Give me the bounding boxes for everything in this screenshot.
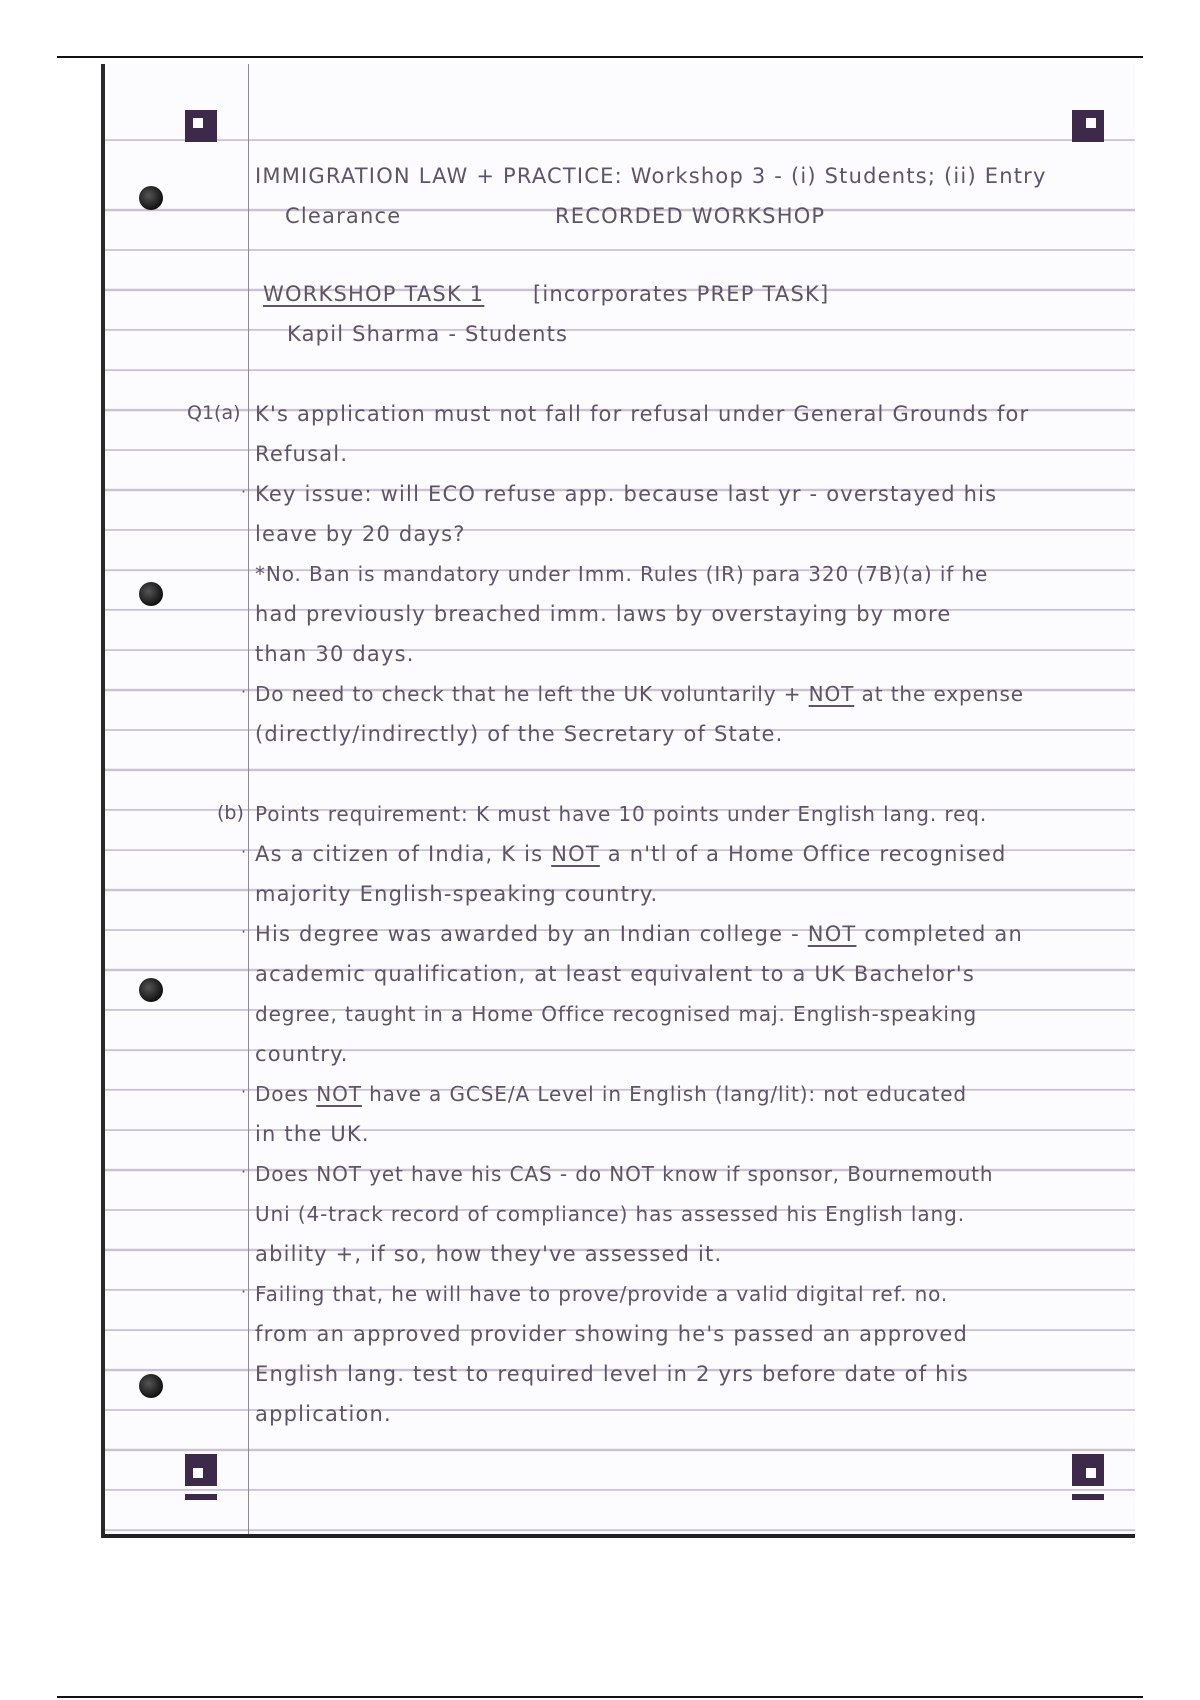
bullet: · <box>241 1282 247 1301</box>
emphasis-not: NOT <box>807 922 857 946</box>
notebook-page <box>101 64 1135 1538</box>
q1b-line-2-tail: a n'tl of a Home Office recognised <box>599 842 1007 866</box>
task-heading: WORKSHOP TASK 1 <box>263 282 485 306</box>
header-recorded-workshop: RECORDED WORKSHOP <box>555 204 826 228</box>
q1b-line-12: ability +, if so, how they've assessed it. <box>255 1242 723 1266</box>
emphasis-not: NOT <box>551 842 600 866</box>
q1a-line-2: Refusal. <box>255 442 349 466</box>
emphasis-not: NOT <box>316 1082 362 1106</box>
corner-marker-top-left-icon <box>185 110 217 142</box>
punch-hole-2 <box>139 582 163 606</box>
q1a-line-1: K's application must not fall for refusal under General Grounds for <box>255 402 1030 426</box>
top-rule <box>57 56 1143 58</box>
q1b-line-4-text: His degree was awarded by an Indian college - <box>255 922 808 946</box>
punch-hole-3 <box>139 978 163 1002</box>
q1a-line-4: leave by 20 days? <box>255 522 466 546</box>
corner-marker-bottom-right-icon <box>1072 1454 1104 1486</box>
task-subtitle: Kapil Sharma - Students <box>287 322 569 346</box>
punch-hole-1 <box>139 186 163 210</box>
q1a-line-8-tail: at the expense <box>854 682 1024 706</box>
bullet: · <box>241 682 247 701</box>
bullet: · <box>241 1162 247 1181</box>
q1b-line-8 <box>255 1082 967 1106</box>
q1b-line-6: degree, taught in a Home Office recognised maj. English-speaking <box>255 1002 978 1026</box>
q1a-line-7: than 30 days. <box>255 642 415 666</box>
corner-marker-bottom-right-dash <box>1072 1494 1104 1500</box>
bottom-rule <box>57 1696 1143 1698</box>
bullet: · <box>241 482 247 501</box>
q1b-line-2-text: As a citizen of India, K is <box>255 842 552 866</box>
q1b-line-8-text: Does <box>255 1082 317 1106</box>
q1b-line-9: in the UK. <box>255 1122 370 1146</box>
q1b-line-4 <box>255 922 1023 946</box>
q1b-line-11: Uni (4-track record of compliance) has assessed his English lang. <box>255 1202 965 1226</box>
q1a-line-8 <box>255 682 1024 706</box>
q1a-line-9: (directly/indirectly) of the Secretary of State. <box>255 722 784 746</box>
bullet: · <box>241 842 247 861</box>
q1a-line-3: Key issue: will ECO refuse app. because last yr - overstayed his <box>255 482 998 506</box>
task-note: [incorporates PREP TASK] <box>533 282 830 306</box>
header-title-line-2a: Clearance <box>285 204 402 228</box>
q1b-line-16: application. <box>255 1402 392 1426</box>
q1a-label: Q1(a) <box>187 402 241 424</box>
q1b-line-14: from an approved provider showing he's passed an approved <box>255 1322 969 1346</box>
q1b-line-5: academic qualification, at least equivalent to a UK Bachelor's <box>255 962 975 986</box>
q1b-line-8-tail: have a GCSE/A Level in English (lang/lit): not educated <box>361 1082 967 1106</box>
header-title-line-1: IMMIGRATION LAW + PRACTICE: Workshop 3 - (i) Students; (ii) Entry <box>255 164 1047 188</box>
corner-marker-top-right-icon <box>1072 110 1104 142</box>
emphasis-not: NOT <box>808 682 855 706</box>
q1b-line-4-tail: completed an <box>856 922 1024 946</box>
q1b-line-10: Does NOT yet have his CAS - do NOT know if sponsor, Bournemouth <box>255 1162 994 1186</box>
q1a-line-8-text: Do need to check that he left the UK voluntarily + <box>255 682 809 706</box>
corner-marker-bottom-left-icon <box>185 1454 217 1486</box>
q1b-line-7: country. <box>255 1042 349 1066</box>
bullet: · <box>241 1082 247 1101</box>
bullet: · <box>241 922 247 941</box>
q1b-line-15: English lang. test to required level in 2 yrs before date of his <box>255 1362 969 1386</box>
q1b-line-3: majority English-speaking country. <box>255 882 659 906</box>
punch-hole-4 <box>139 1374 163 1398</box>
margin-line <box>248 64 249 1534</box>
page-top-margin <box>105 64 1135 124</box>
corner-marker-bottom-left-dash <box>185 1494 217 1500</box>
q1a-line-5: *No. Ban is mandatory under Imm. Rules (IR) para 320 (7B)(a) if he <box>255 562 989 586</box>
q1b-label: (b) <box>217 802 244 824</box>
q1b-line-1: Points requirement: K must have 10 points under English lang. req. <box>255 802 988 826</box>
q1a-line-6: had previously breached imm. laws by overstaying by more <box>255 602 952 626</box>
q1b-line-13: Failing that, he will have to prove/provide a valid digital ref. no. <box>255 1282 949 1306</box>
q1b-line-2 <box>255 842 1007 866</box>
